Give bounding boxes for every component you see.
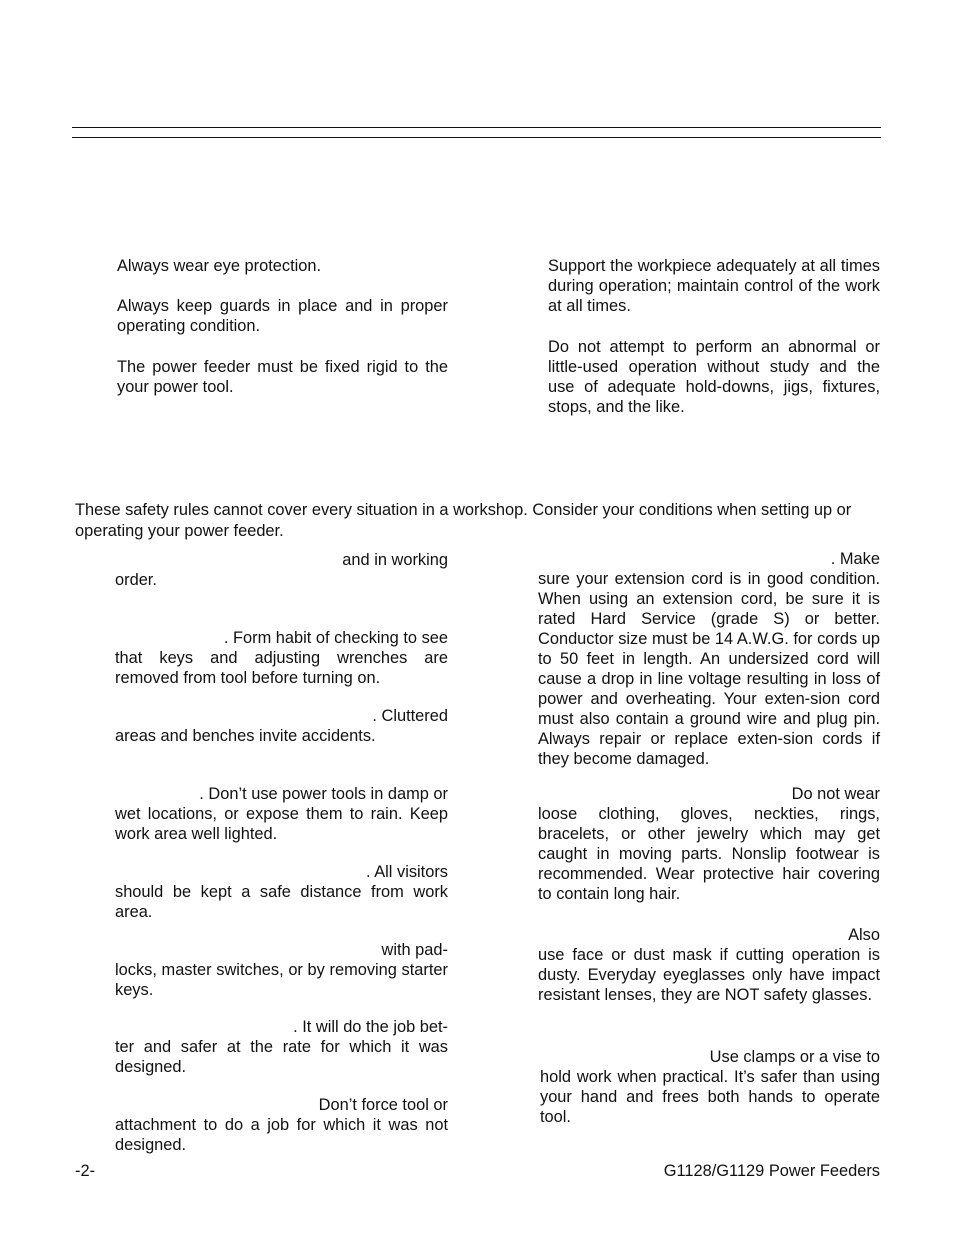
left-rule-2 (115, 628, 448, 688)
manual-title: G1128/G1129 Power Feeders (663, 1162, 880, 1180)
left-rule-7-text: ter and safer at the rate for which it was designed. (115, 1038, 448, 1076)
right-rule-3 (538, 925, 880, 1005)
support-workpiece-rule: Support the workpiece adequately at all times during operation; maintain control of the work at all times. (548, 257, 880, 315)
left-rule-4 (115, 784, 448, 844)
left-rule-2-lead: . Form habit of checking to see (223, 629, 448, 647)
left-rule-4-lead: . Don’t use power tools in damp or (199, 785, 448, 803)
right-rule-3-text: use face or dust mask if cutting operation is dusty. Everyday eyeglasses only have impact resistant lenses, they are NOT safety glasses. (538, 946, 880, 1004)
right-rule-2 (538, 784, 880, 904)
intro-paragraph: These safety rules cannot cover every situation in a workshop. Consider your conditions when setting up or operating your power feeder. (75, 501, 852, 540)
left-rule-1-lead: and in working (342, 551, 448, 569)
left-rule-5 (115, 862, 448, 922)
left-rule-3-lead: . Cluttered (372, 707, 448, 725)
left-rule-8-text: attachment to do a job for which it was not designed. (115, 1116, 448, 1154)
left-rule-4-text: wet locations, or expose them to rain. Keep work area well lighted. (115, 805, 448, 843)
left-rule-5-lead: . All visitors (366, 863, 448, 881)
left-rule-2-text: that keys and adjusting wrenches are removed from tool before turning on. (115, 649, 448, 687)
left-rule-3 (115, 706, 448, 746)
right-rule-4-text: hold work when practical. It’s safer than using your hand and frees both hands to operate tool. (540, 1068, 880, 1126)
right-rule-1 (538, 549, 880, 769)
guards-rule: Always keep guards in place and in proper operating condition. (117, 297, 448, 335)
left-rule-1 (115, 550, 448, 590)
right-rule-1-text: sure your extension cord is in good condition. When using an extension cord, be sure it is rated Hard Service (grade S) or better. Conductor size must be 14 A.W.G. for cords up to 50 feet in length. An undersized cord will cause a drop in line voltage resulting in loss of power and overheating. Your exten-sion cord must also contain a ground wire and plug pin. Always repair or replace exten-sion cords if they become damaged. (538, 570, 880, 768)
left-rule-5-text: should be kept a safe distance from work area. (115, 883, 448, 921)
eye-protection-rule: Always wear eye protection. (117, 257, 322, 275)
right-rule-4-lead: Use clamps or a vise to (709, 1048, 880, 1066)
fixed-rigid-rule: The power feeder must be fixed rigid to the your power tool. (117, 358, 448, 396)
right-rule-3-lead: Also (848, 926, 880, 944)
left-rule-1-text: order. (115, 571, 157, 589)
right-rule-4 (540, 1047, 880, 1127)
left-rule-6 (115, 940, 448, 1000)
right-rule-2-text: loose clothing, gloves, neckties, rings, bracelets, or other jewelry which may get caught in moving parts. Nonslip footwear is recommended. Wear protective hair covering to contain long hair. (538, 805, 880, 903)
left-rule-7 (115, 1017, 448, 1077)
left-rule-7-lead: . It will do the job bet- (293, 1018, 448, 1036)
page-number: -2- (75, 1162, 96, 1180)
left-rule-8 (115, 1095, 448, 1155)
left-rule-8-lead: Don’t force tool or (318, 1096, 448, 1114)
right-rule-2-lead: Do not wear (791, 785, 880, 803)
header-rule-bottom (72, 137, 881, 138)
right-rule-1-lead: . Make (830, 550, 880, 568)
abnormal-operation-rule: Do not attempt to perform an abnormal or little-used operation without study and the use of adequate hold-downs, jigs, fixtures, stops, and the like. (548, 338, 880, 416)
header-rule-top (72, 127, 881, 128)
left-rule-6-lead: with pad- (381, 941, 448, 959)
left-rule-3-text: areas and benches invite accidents. (115, 727, 376, 745)
left-rule-6-text: locks, master switches, or by removing starter keys. (115, 961, 448, 999)
